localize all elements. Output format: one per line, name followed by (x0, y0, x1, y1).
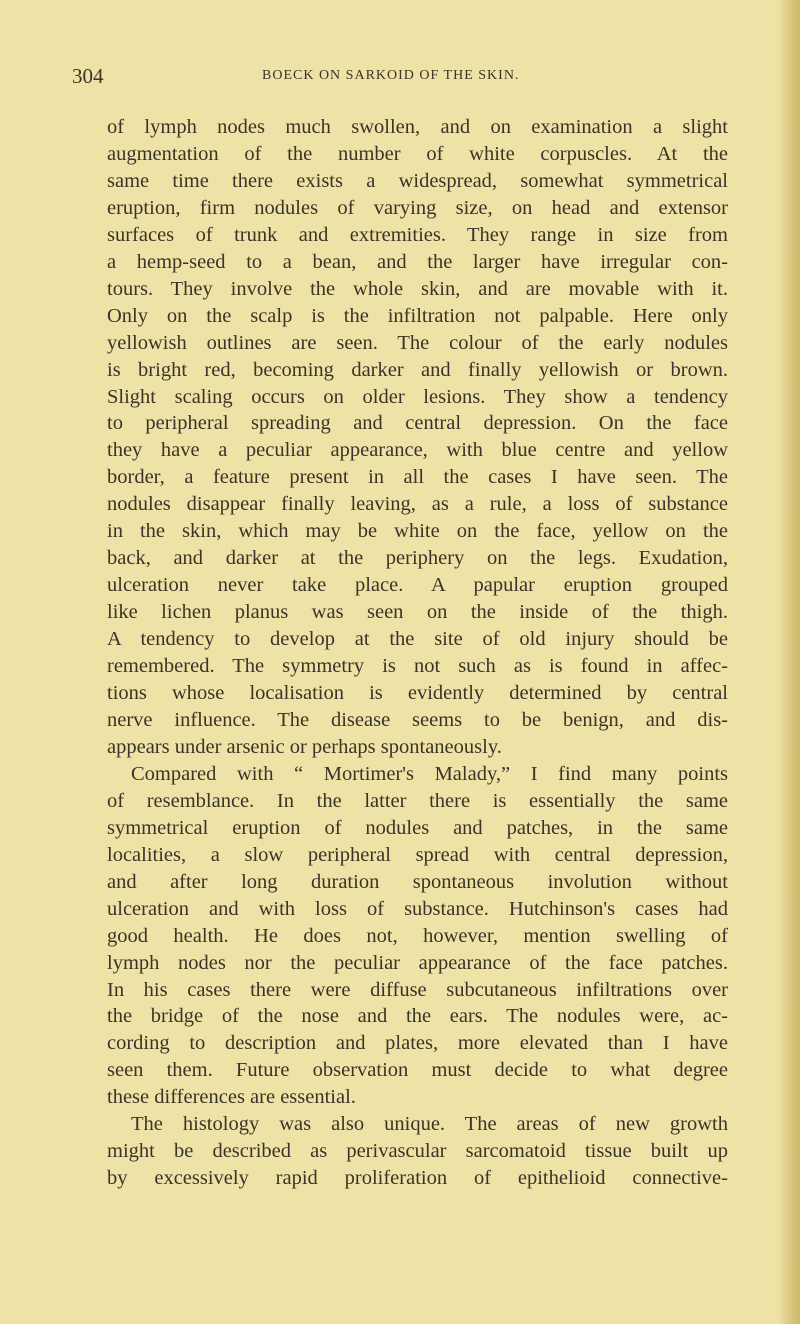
text-line: nodules disappear finally leaving, as a rule, a loss of substance (107, 493, 728, 516)
text-line: ulceration and with loss of substance. Hutchinson's cases had (107, 897, 728, 920)
text-line: by excessively rapid proliferation of epithelioid connective- (107, 1167, 728, 1190)
text-line: tions whose localisation is evidently determined by central (107, 682, 728, 705)
text-line: like lichen planus was seen on the inside of the thigh. (107, 601, 728, 624)
text-line: A tendency to develop at the site of old injury should be (107, 628, 728, 651)
text-line: to peripheral spreading and central depression. On the face (107, 412, 728, 435)
text-line: yellowish outlines are seen. The colour of the early nodules (107, 331, 728, 354)
text-line: they have a peculiar appearance, with blue centre and yellow (107, 439, 728, 462)
text-line: augmentation of the number of white corpuscles. At the (107, 142, 728, 165)
text-line: back, and darker at the periphery on the legs. Exudation, (107, 547, 728, 570)
text-line: good health. He does not, however, mention swelling of (107, 924, 728, 947)
page-edge-shadow (778, 0, 800, 1324)
text-line: and after long duration spontaneous involution without (107, 870, 728, 893)
text-line: of resemblance. In the latter there is essentially the same (107, 789, 728, 812)
body-text (107, 114, 728, 1192)
text-line: Slight scaling occurs on older lesions. They show a tendency (107, 385, 728, 408)
text-line: a hemp-seed to a bean, and the larger have irregular con- (107, 250, 728, 273)
text-line: of lymph nodes much swollen, and on examination a slight (107, 116, 728, 138)
text-line: surfaces of trunk and extremities. They range in size from (107, 223, 728, 246)
text-line: border, a feature present in all the cases I have seen. The (107, 466, 728, 489)
text-line: tours. They involve the whole skin, and are movable with it. (107, 277, 728, 300)
text-line: is bright red, becoming darker and finally yellowish or brown. (107, 358, 728, 381)
text-line: seen them. Future observation must decide to what degree (107, 1059, 728, 1082)
running-title: BOECK ON SARKOID OF THE SKIN. (262, 68, 520, 83)
text-line: might be described as perivascular sarcomatoid tissue built up (107, 1140, 728, 1163)
text-line: eruption, firm nodules of varying size, on head and extensor (107, 196, 728, 219)
text-line: ulceration never take place. A papular eruption grouped (107, 574, 728, 597)
text-line: the bridge of the nose and the ears. The nodules were, ac- (107, 1005, 728, 1028)
text-line: localities, a slow peripheral spread with central depression, (107, 843, 728, 866)
text-line: symmetrical eruption of nodules and patches, in the same (107, 816, 728, 839)
text-line: same time there exists a widespread, somewhat symmetrical (107, 169, 728, 192)
text-line: in the skin, which may be white on the face, yellow on the (107, 520, 728, 543)
text-line: cording to description and plates, more elevated than I have (107, 1032, 728, 1055)
text-line: Compared with “ Mortimer's Malady,” I find many points (131, 762, 728, 785)
text-line: appears under arsenic or perhaps spontaneously. (107, 735, 502, 758)
text-line: these differences are essential. (107, 1086, 356, 1109)
text-line: lymph nodes nor the peculiar appearance of the face patches. (107, 951, 728, 974)
text-line: Only on the scalp is the infiltration not palpable. Here only (107, 304, 728, 327)
page-number: 304 (72, 64, 104, 88)
text-line: The histology was also unique. The areas of new growth (131, 1113, 728, 1136)
text-line: In his cases there were diffuse subcutaneous infiltrations over (107, 978, 728, 1001)
text-line: nerve influence. The disease seems to be benign, and dis- (107, 708, 728, 731)
text-line: remembered. The symmetry is not such as is found in affec- (107, 655, 728, 678)
